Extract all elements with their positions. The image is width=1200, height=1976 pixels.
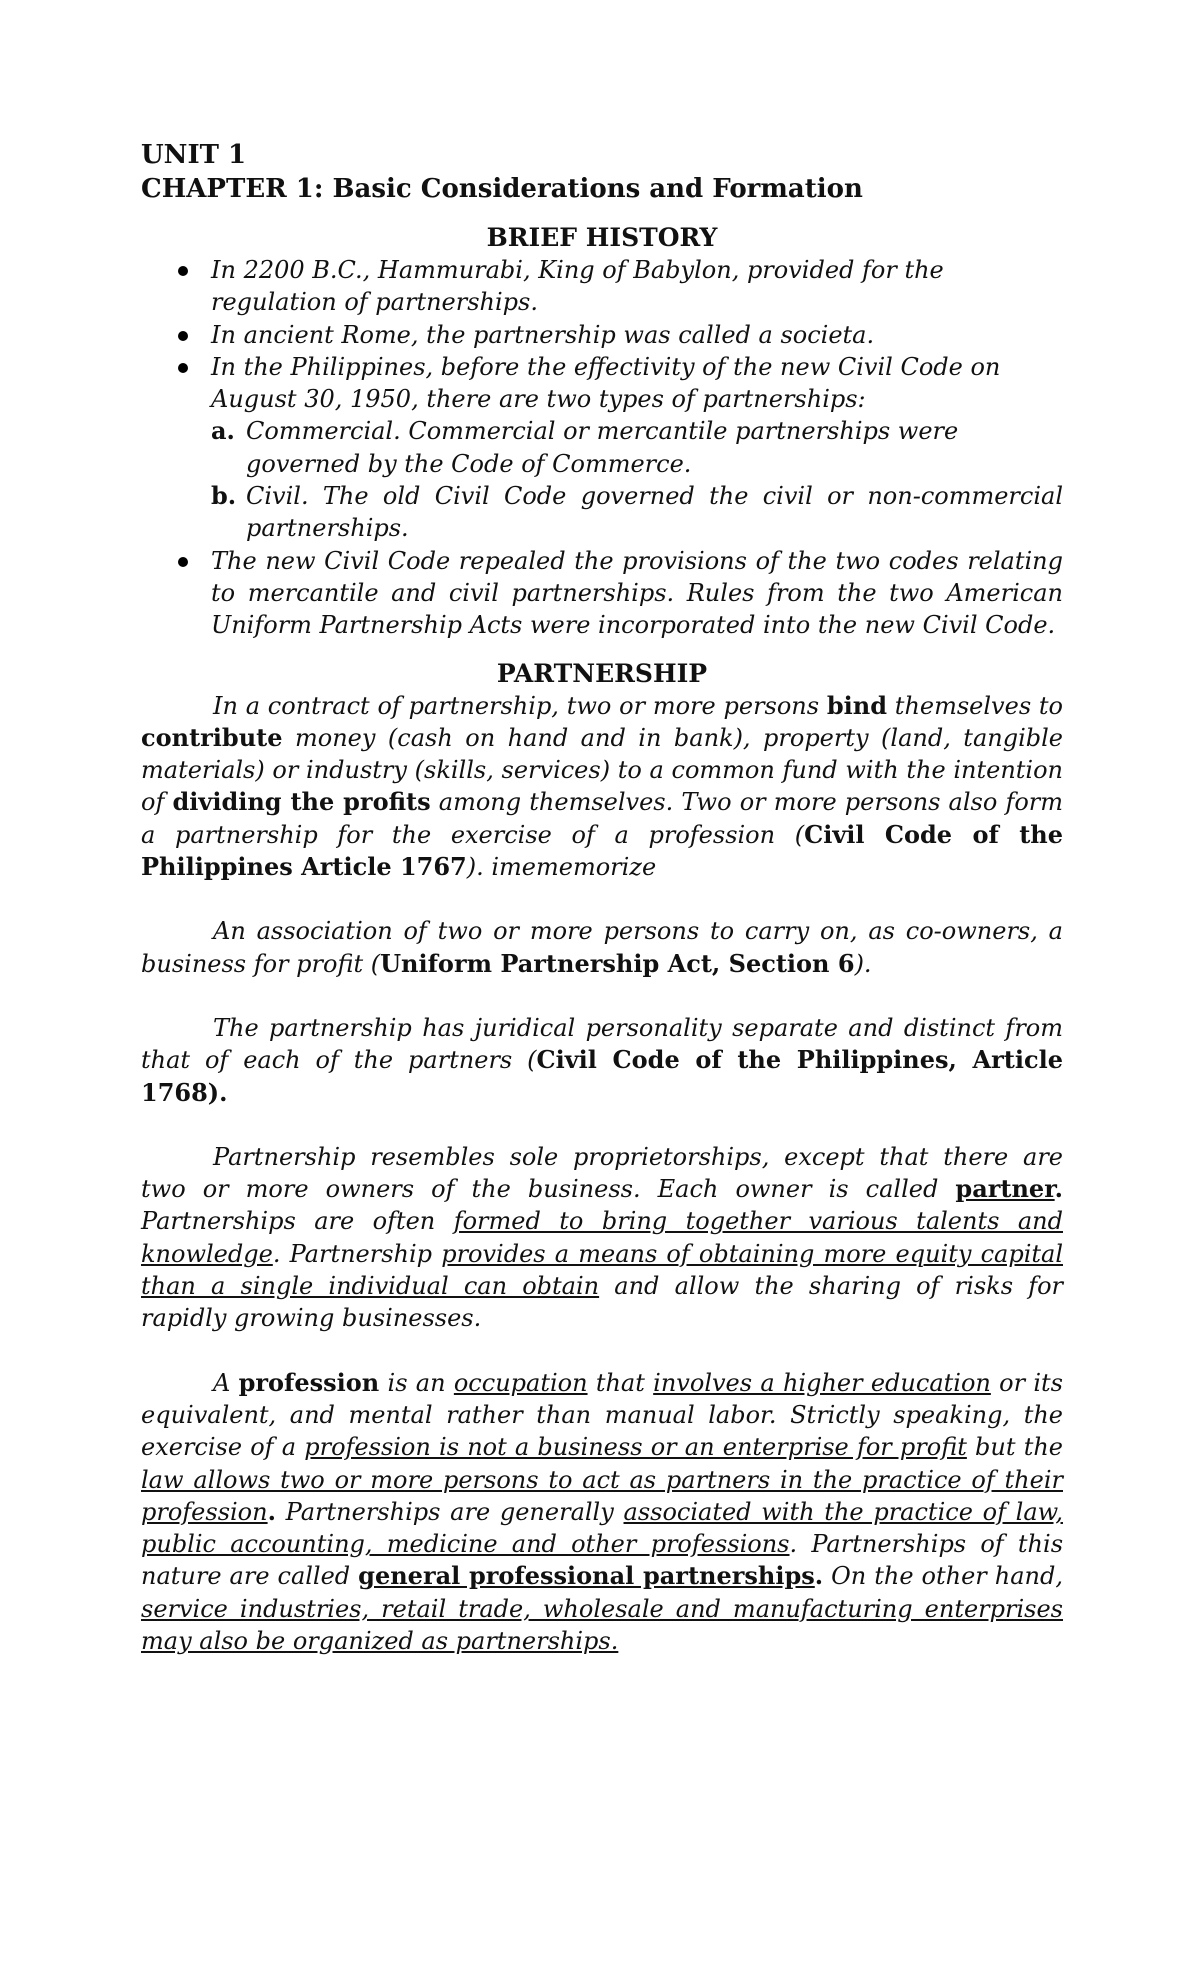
citation: Civil Code of the Philippines Article 1767 xyxy=(141,819,1063,882)
citation: Uniform Partnership Act, Section 6 xyxy=(380,948,855,978)
paragraph-text: that xyxy=(587,1368,654,1397)
history-bullet-text: In 2200 B.C., Hammurabi, King of Babylon, provided for the regulation of partnerships. xyxy=(211,256,944,317)
paragraph-text: In a contract of partnership, two or more persons xyxy=(213,691,827,720)
bold-term: . xyxy=(814,1561,824,1591)
history-bullet-item xyxy=(141,351,1063,545)
paragraph-text: A xyxy=(213,1368,239,1397)
paragraph-text: Partnerships are generally xyxy=(275,1497,624,1526)
underlined-text: formed to bring together various talents and knowledge xyxy=(141,1207,1063,1268)
paragraph-text: . Partnerships of this nature are called xyxy=(141,1530,1064,1591)
bullet-icon xyxy=(178,266,188,276)
paragraph-text: An association of two or more persons to carry on, as co-owners, a business for profit ( xyxy=(141,917,1063,978)
history-bullet-text: The new Civil Code repealed the provisions of the two codes relating to mercantile and civil partnerships. Rules from the two American Uniform Partnership Acts were incorporated into the new Civil Code. xyxy=(211,546,1063,640)
underlined-text: law allows two or more persons to act as partners in the practice of their profession xyxy=(141,1465,1063,1526)
partnership-definition-paragraph xyxy=(141,690,1063,884)
paragraph-text: ). xyxy=(854,949,872,978)
history-bullet-text: In the Philippines, before the effectivity of the new Civil Code on August 30, 1950, there are two types of partnerships: xyxy=(211,352,1001,414)
paragraph-text: themselves to xyxy=(887,691,1064,720)
paragraph-text: Partnerships are often xyxy=(141,1207,454,1236)
history-bullet-item xyxy=(141,545,1063,642)
chapter-heading: CHAPTER 1: Basic Considerations and Formation xyxy=(141,174,863,204)
history-bullet-item xyxy=(141,319,1063,351)
underlined-text: provides a means of obtaining more equity capital than a single individual can obtain xyxy=(141,1239,1063,1301)
paragraph-text: On the other hand, xyxy=(823,1562,1063,1591)
paragraph-text: and allow the sharing of risks for rapidly growing businesses. xyxy=(141,1272,1064,1333)
bold-term: contribute xyxy=(141,722,283,752)
sole-proprietorship-paragraph xyxy=(141,1141,1063,1335)
bullet-icon xyxy=(178,331,188,341)
partnership-type-item xyxy=(211,415,1063,480)
unit-heading: UNIT 1 xyxy=(141,140,247,170)
paragraph-text: . Partnership xyxy=(272,1239,442,1268)
underlined-text: occupation xyxy=(453,1368,588,1397)
paragraph-text: is an xyxy=(379,1368,454,1397)
paragraph-text: ). imememorize xyxy=(466,853,657,882)
bold-term: . xyxy=(267,1496,276,1526)
paragraph-text: or its equivalent, and mental rather than manual labor. Strictly speaking, the exercise of a xyxy=(141,1368,1063,1462)
underlined-text: service industries, retail trade, wholesale and manufacturing enterprises may also be organized as partnerships. xyxy=(141,1594,1063,1655)
paragraph-text: Partnership resembles sole proprietorships, except that there are two or more owners of the business. Each owner is called xyxy=(141,1142,1063,1204)
brief-history-list xyxy=(141,254,1063,642)
list-marker: b. xyxy=(211,481,237,511)
bullet-icon xyxy=(178,363,188,373)
association-paragraph xyxy=(141,915,1063,980)
bold-term: bind xyxy=(826,690,888,720)
underlined-text: profession is not a business or an enterprise for profit xyxy=(304,1433,967,1462)
partnership-type-text: Civil. The old Civil Code governed the civil or non-commercial partnerships. xyxy=(246,482,1063,543)
juridical-personality-paragraph xyxy=(141,1012,1063,1109)
paragraph-text: but the xyxy=(966,1433,1064,1462)
document-page xyxy=(141,138,1063,1657)
profession-paragraph xyxy=(141,1367,1063,1658)
paragraph-text: among themselves. Two or more persons also form a partnership for the exercise of a profession ( xyxy=(141,788,1064,849)
history-bullet-item xyxy=(141,254,1063,319)
partnership-title: PARTNERSHIP xyxy=(496,658,708,688)
partnership-type-item xyxy=(211,480,1063,545)
paragraph-text: money (cash on hand and in bank), property (land, tangible materials) or industry (skills, services) to a common fund with the intention of xyxy=(141,723,1063,817)
bold-term: . xyxy=(1054,1174,1063,1204)
citation: Civil Code of the Philippines, Article 1768). xyxy=(141,1045,1063,1107)
partnership-type-text: Commercial. Commercial or mercantile partnerships were governed by the Code of Commerce. xyxy=(246,417,959,478)
paragraph-text: The partnership has juridical personality separate and distinct from that of each of the partners ( xyxy=(141,1013,1063,1075)
brief-history-title: BRIEF HISTORY xyxy=(486,223,718,252)
bold-underlined-term: partner xyxy=(955,1174,1055,1204)
history-bullet-text: In ancient Rome, the partnership was called a societa. xyxy=(211,320,875,349)
bullet-icon xyxy=(178,557,188,567)
partnership-types-list xyxy=(211,415,1063,544)
bold-term: dividing the profits xyxy=(172,787,431,817)
list-marker: a. xyxy=(211,416,235,446)
bold-term: profession xyxy=(238,1367,380,1397)
underlined-text: associated with the practice of law, public accounting, medicine and other professions xyxy=(141,1497,1063,1559)
underlined-text: involves a higher education xyxy=(653,1368,991,1397)
bold-underlined-term: general professional partnerships xyxy=(358,1561,815,1591)
